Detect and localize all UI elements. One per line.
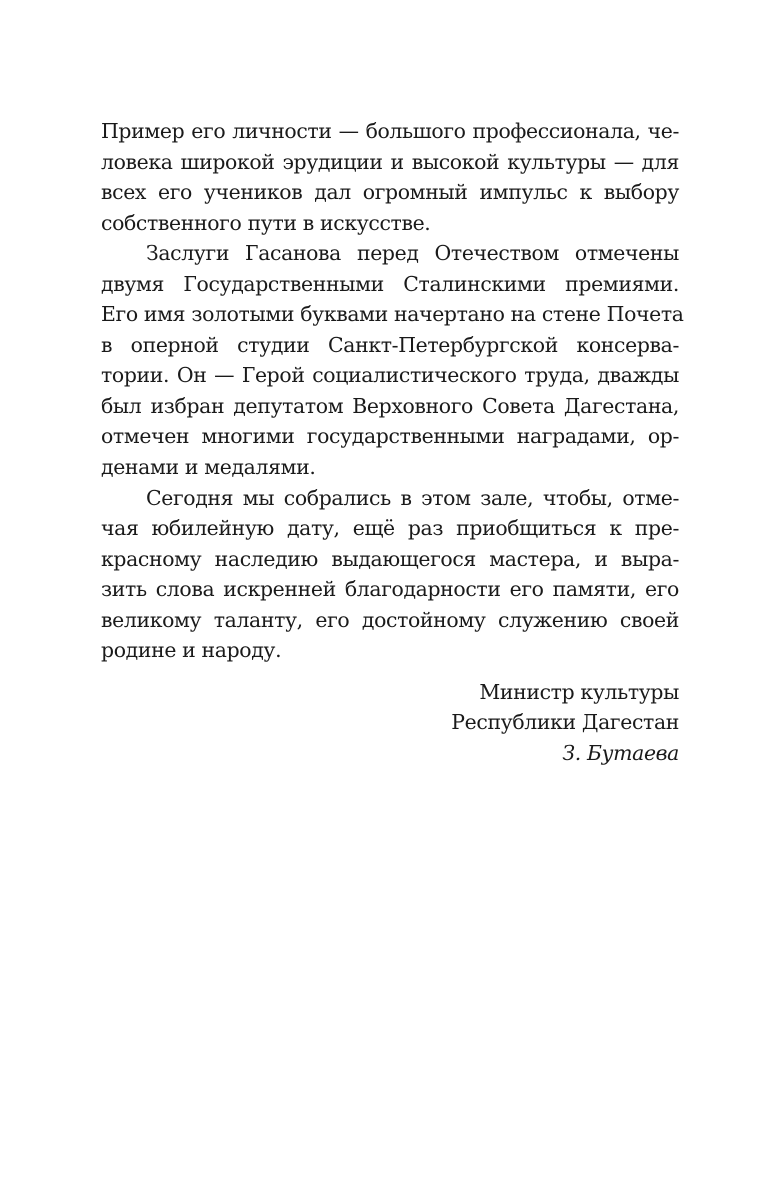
text-line: великому таланту, его достойному служению своей [101, 607, 679, 632]
paragraph-1 [101, 116, 679, 238]
text-line: красному наследию выдающегося мастера, и выра- [101, 546, 679, 571]
signature-region: Республики Дагестан [451, 710, 679, 735]
text-line: в оперной студии Санкт-Петербургской консерва- [101, 332, 679, 357]
text-line: был избран депутатом Верховного Совета Дагестана, [101, 393, 679, 418]
text-line: Заслуги Гасанова перед Отечеством отмечены [146, 241, 679, 266]
paragraph-3 [101, 483, 679, 666]
text-line: отмечен многими государственными наградами, ор- [101, 424, 679, 449]
text-line: чая юбилейную дату, ещё раз приобщиться к пре- [101, 516, 679, 541]
text-line: денами и медалями. [101, 455, 316, 480]
text-line: Его имя золотыми буквами начертано на стене Почета [101, 302, 684, 327]
signature-name: З. Бутаева [562, 740, 679, 765]
paragraph-2 [101, 238, 684, 482]
text-line: Сегодня мы собрались в этом зале, чтобы, отме- [146, 485, 679, 510]
text-line: двумя Государственными Сталинскими премиями. [101, 271, 679, 296]
text-line: Пример его личности — большого профессионала, че- [101, 119, 679, 143]
signature-block [101, 677, 679, 769]
text-line: тории. Он — Герой социалистического труда, дважды [101, 363, 679, 388]
signature-position: Министр культуры [479, 679, 679, 704]
text-line: зить слова искренней благодарности его памяти, его [101, 577, 679, 602]
text-line: ловека широкой эрудиции и высокой культуры — для [101, 149, 679, 174]
text-line: родине и народу. [101, 638, 282, 663]
document-page [101, 116, 684, 768]
text-line: всех его учеников дал огромный импульс к выбору [101, 180, 679, 205]
text-line: собственного пути в искусстве. [101, 210, 431, 235]
